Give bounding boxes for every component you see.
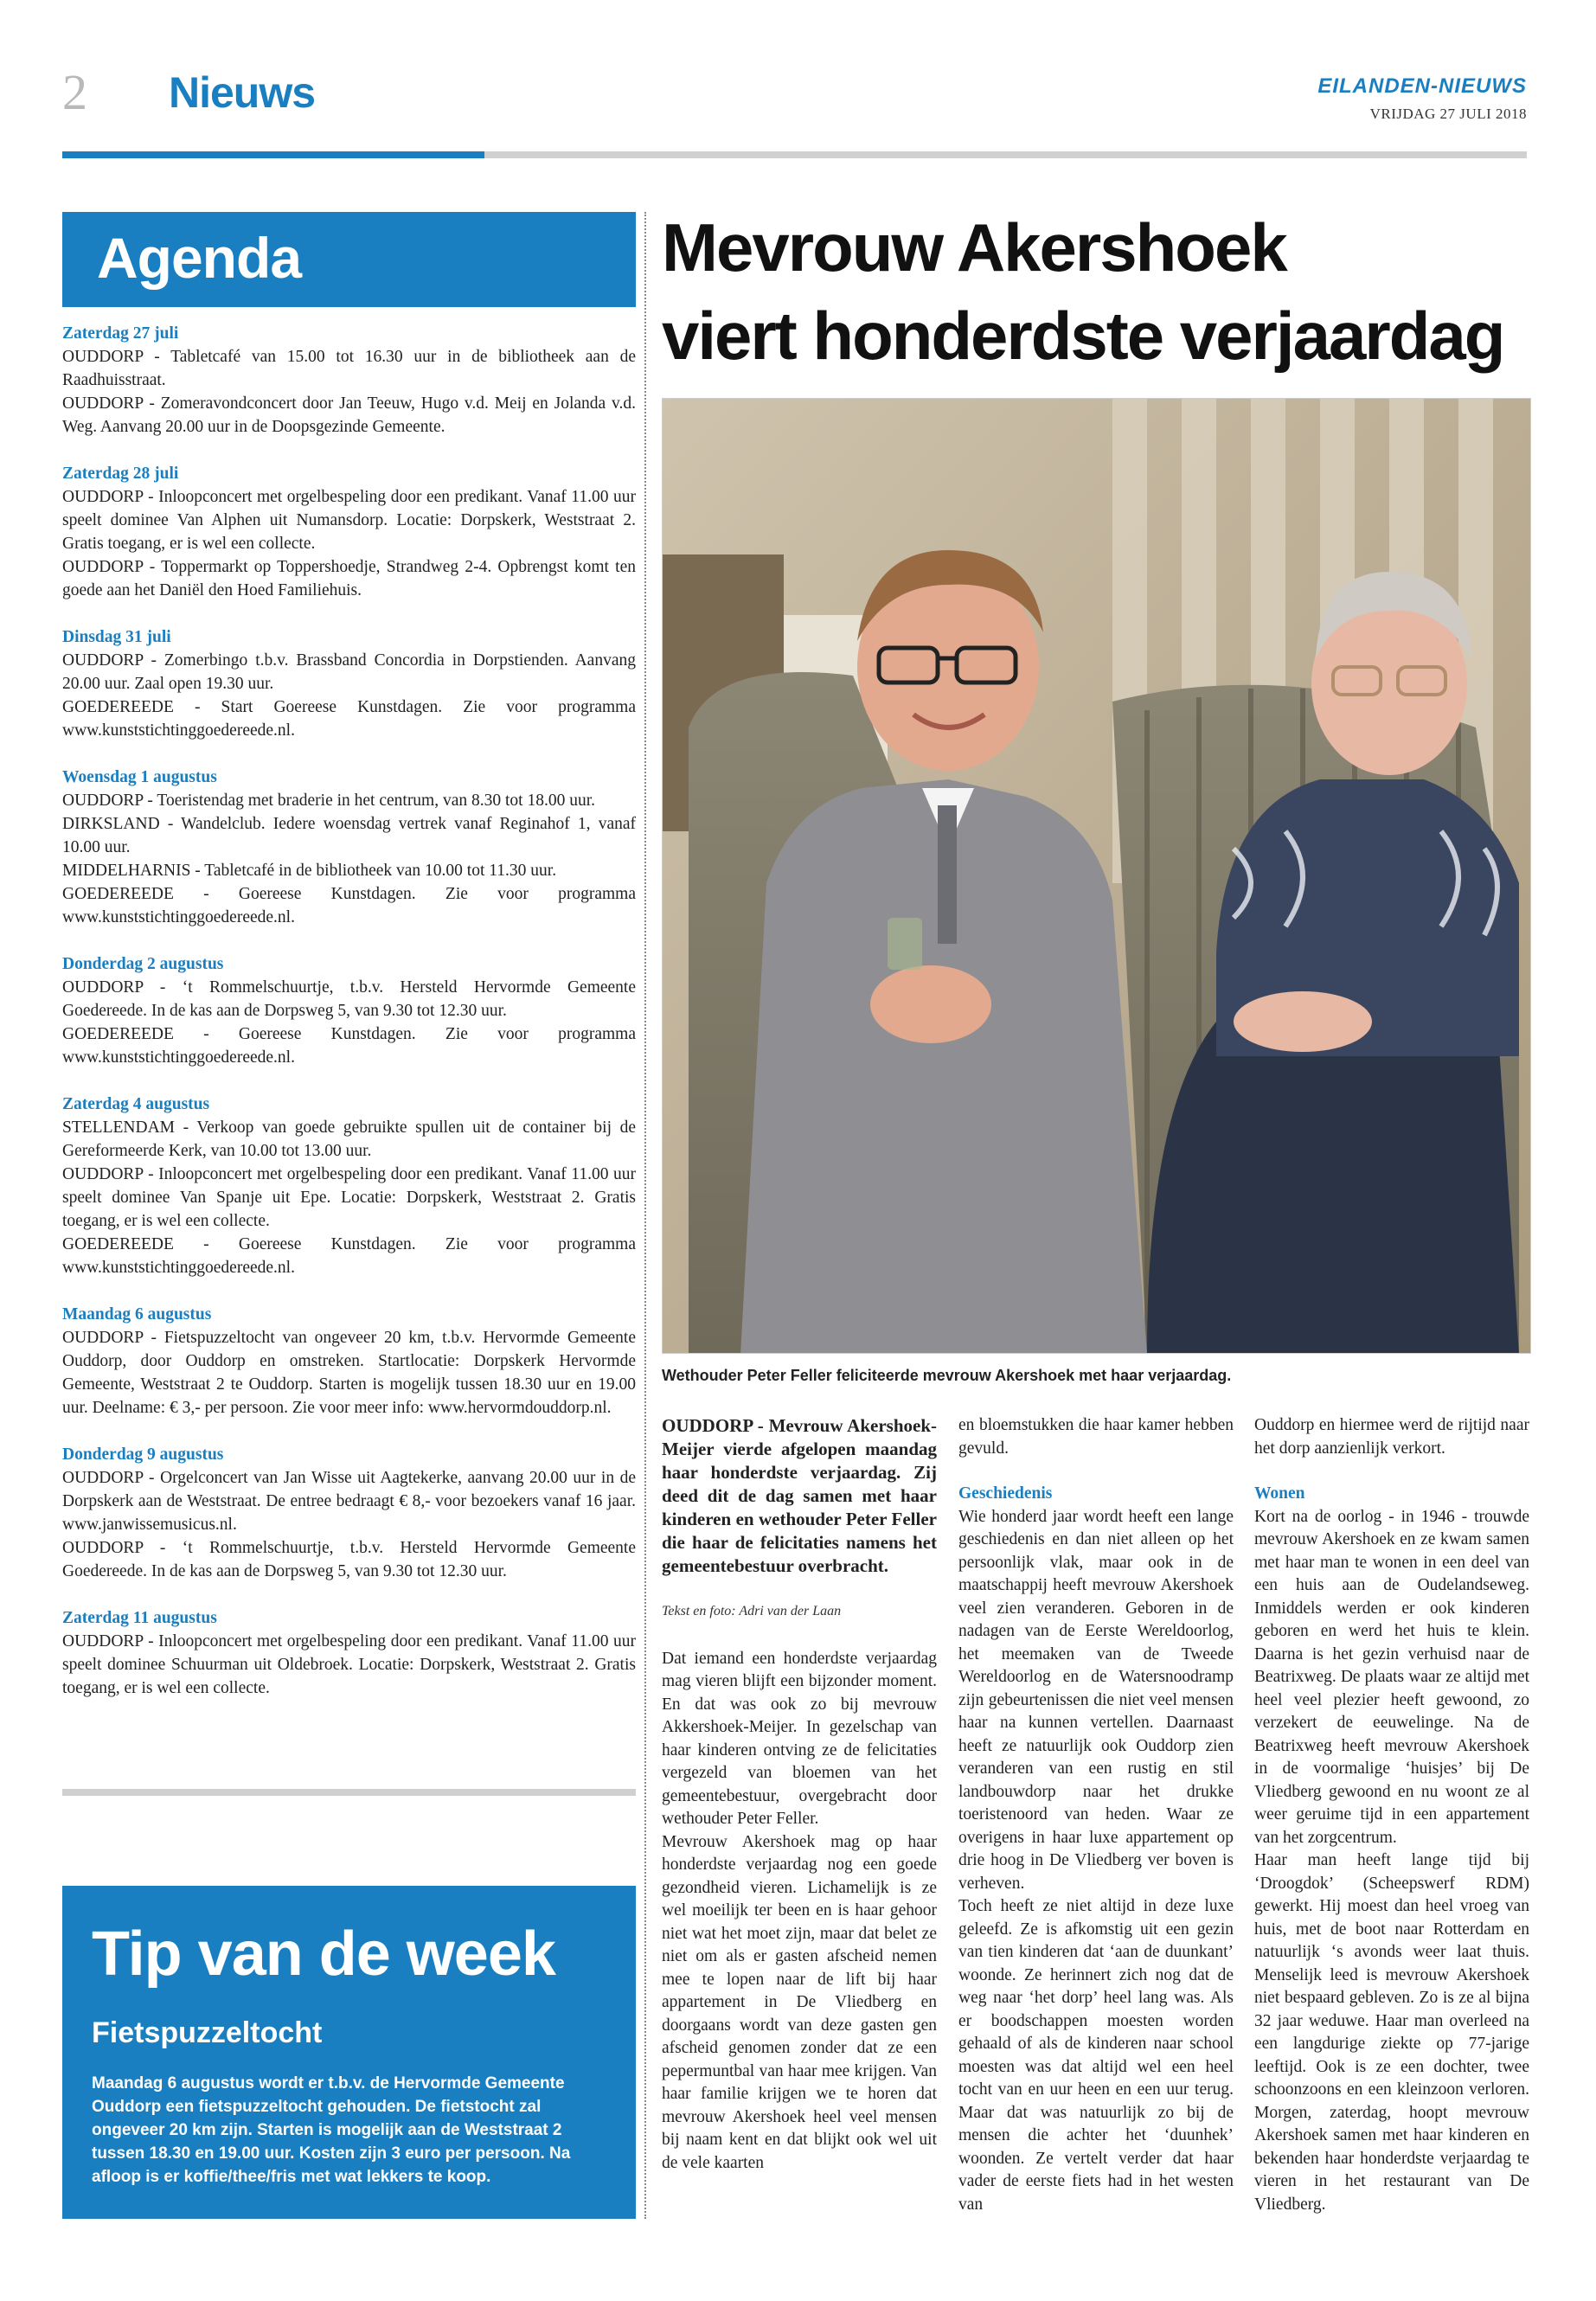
agenda-day	[62, 1443, 636, 1583]
agenda-entry: OUDDORP - Toeristendag met braderie in het centrum, van 8.30 tot 18.00 uur.	[62, 792, 596, 810]
agenda-entry: OUDDORP - Inloopconcert met orgelbespeling door een predikant. Vanaf 11.00 uur speelt dominee Schuurman uit Oldebroek. Locatie: Dorpskerk, Weststraat 2. Gratis toegang, er is wel een collecte.	[62, 1632, 636, 1697]
agenda-day-date: Maandag 6 augustus	[62, 1305, 212, 1324]
headline-line-2: viert honderdste verjaardag	[662, 298, 1504, 374]
article-column-2	[958, 1414, 1234, 2216]
body-paragraph: Kort na de oorlog - in 1946 - trouwde mevrouw Akershoek en ze kwam samen met haar man te wonen in een deel van een huis aan de Oudelandseweg. Inmiddels werden er ook kinderen geboren en werd het huis te klein. Daarna is het gezin verhuisd naar de Beatrixweg. De plaats waar ze altijd met heel veel plezier heeft gewoond, zo verzekert de eeuwelinge. Na de Beatrixweg heeft mevrouw Akershoek in de voormalige ‘huisjes’ bij De Vliedberg gewoond en nu woont ze al weer geruime tijd in een appartement van het zorgcentrum.	[1254, 1507, 1529, 1847]
agenda-entry: OUDDORP - Inloopconcert met orgelbespeling door een predikant. Vanaf 11.00 uur speelt dominee Van Alphen uit Numansdorp. Locatie: Dorpskerk, Weststraat 2. Gratis toegang, er is wel een collecte.	[62, 488, 636, 553]
body-paragraph: Dat iemand een honderdste verjaardag mag vieren blijft een bijzonder moment. En dat was ook zo bij mevrouw Akkershoek-Meijer. In gezelschap van haar kinderen ontving ze de felicitaties vergezeld van bloemen van het gemeentebestuur, overgebracht door wethouder Peter Feller.	[662, 1649, 937, 1828]
subhead-geschiedenis: Geschiedenis	[958, 1484, 1053, 1503]
agenda-entry: OUDDORP - Tabletcafé van 15.00 tot 16.30 uur in de bibliotheek aan de Raadhuisstraat.	[62, 348, 636, 389]
newspaper-logo: EILANDEN-NIEUWS	[1317, 74, 1527, 98]
article-credit: Tekst en foto: Adri van der Laan	[662, 1604, 842, 1618]
subhead-wonen: Wonen	[1254, 1484, 1305, 1503]
photo-caption: Wethouder Peter Feller feliciteerde mevrouw Akershoek met haar verjaardag.	[662, 1367, 1232, 1384]
agenda-day	[62, 1606, 636, 1700]
tip-subtitle: Fietspuzzeltocht	[92, 2016, 323, 2049]
article-column-1	[662, 1414, 937, 2175]
body-paragraph: en bloemstukken die haar kamer hebben gevuld.	[958, 1416, 1234, 1458]
agenda-entry: MIDDELHARNIS - Tabletcafé in de bibliotheek van 10.00 tot 11.30 uur.	[62, 862, 557, 880]
agenda-day	[62, 322, 636, 439]
agenda-day-date: Zaterdag 4 augustus	[62, 1095, 210, 1113]
agenda-day	[62, 1093, 636, 1279]
agenda-entry: OUDDORP - Zomerbingo t.b.v. Brassband Concordia in Dorpstienden. Aanvang 20.00 uur. Zaal open 19.30 uur.	[62, 651, 636, 693]
agenda-day	[62, 1303, 636, 1420]
agenda-day-date: Zaterdag 11 augustus	[62, 1609, 217, 1627]
agenda-day	[62, 625, 636, 742]
agenda-entry: OUDDORP - ‘t Rommelschuurtje, t.b.v. Hersteld Hervormde Gemeente Goedereede. In de kas aan de Dorpsweg 5, van 9.30 tot 12.30 uur.	[62, 1539, 636, 1580]
body-paragraph: Toch heeft ze niet altijd in deze luxe geleefd. Ze is afkomstig uit een gezin van tien kinderen dat ‘aan de duunkant’ woonde. Ze herinnert zich nog dat de weg naar ‘het dorp’ heel lang was. Als er boodschappen moesten worden gehaald of als de kinderen naar school moesten was dat altijd wel een heel tocht van en uur heen en een uur terug. Maar dat was natuurlijk zo bij de mensen die achter het ‘duunhek’ woonden. Ze vertelt verder dat haar vader de eerste fiets had in het westen van	[958, 1897, 1234, 2214]
agenda-day-date: Zaterdag 28 juli	[62, 465, 179, 483]
agenda-entry: GOEDEREEDE - Goereese Kunstdagen. Zie voor programma www.kunststichtinggoedereede.nl.	[62, 885, 636, 926]
agenda-day	[62, 766, 636, 929]
agenda-entry: DIRKSLAND - Wandelclub. Iedere woensdag vertrek vanaf Reginahof 1, vanaf 10.00 uur.	[62, 815, 636, 856]
body-paragraph: Mevrouw Akershoek mag op haar honderdste verjaardag nog een goede gezondheid vieren. Lichamelijk is ze wel moeilijk ter been en is haar gehoor niet wat het moet zijn, maar dat belet ze niet om als er gasten afscheid nemen mee te lopen naar de lift bij haar appartement in De Vliedberg en doorgaans wordt van deze gasten gen afscheid genomen zonder dat ze een pepermuntbal van haar mee krijgen. Van haar familie krijgen we te horen dat mevrouw Akershoek heel veel mensen bij naam kent en dat blijkt ook wel uit de vele kaarten	[662, 1832, 937, 2172]
agenda-day-date: Zaterdag 27 juli	[62, 324, 179, 343]
issue-date: VRIJDAG 27 JULI 2018	[1369, 106, 1527, 122]
header-rule	[484, 151, 1527, 158]
body-paragraph: Haar man heeft lange tijd bij ‘Droogdok’ (Scheepswerf RDM) gewerkt. Hij moest dan heel vroeg van huis, met de boot naar Rotterdam en natuurlijk ‘s avonds weer laat thuis. Menselijk leed is mevrouw Akershoek niet bespaard gebleven. Zo is ze al bijna 32 jaar weduwe. Haar man overleed na een langdurige ziekte op 77-jarige leeftijd. Ook is ze een dochter, twee schoonzoons en een kleinzoon verloren. Morgen, zaterdag, hoopt mevrouw Akershoek samen met haar kinderen en bekenden haar honderdste verjaardag te vieren in het restaurant van De Vliedberg.	[1254, 1851, 1529, 2214]
agenda-entry: OUDDORP - Toppermarkt op Toppershoedje, Strandweg 2-4. Opbrengst komt ten goede aan het Daniël den Hoed Familiehuis.	[62, 558, 636, 599]
agenda-divider	[62, 1789, 636, 1796]
agenda-day	[62, 462, 636, 602]
agenda-day	[62, 952, 636, 1069]
agenda-entry: OUDDORP - Inloopconcert met orgelbespeling door een predikant. Vanaf 11.00 uur speelt dominee Van Spanje uit Epe. Locatie: Dorpskerk, Weststraat 2. Gratis toegang, er is wel een collecte.	[62, 1165, 636, 1230]
masthead	[1317, 74, 1527, 123]
tip-box	[62, 1886, 636, 2219]
agenda-entry: GOEDEREEDE - Goereese Kunstdagen. Zie voor programma www.kunststichtinggoedereede.nl.	[62, 1235, 636, 1277]
body-paragraph: Wie honderd jaar wordt heeft een lange geschiedenis en dan niet alleen op het persoonlijk vlak, maar ook in de maatschappij heeft mevrouw Akershoek veel zien veranderen. Geboren in de nadagen van de Eerste Wereldoorlog, het meemaken van de Tweede Wereldoorlog en de Watersnoodramp zijn gebeurtenissen die niet veel mensen haar na kunnen vertellen. Daarnaast heeft ze natuurlijk ook Ouddorp zien veranderen van een rustig en stil landbouwdorp naar het drukke toeristenoord van heden. Waar ze overigens in haar luxe appartement op drie hoog in De Vliedberg ver boven is verheven.	[958, 1507, 1234, 1893]
column-divider	[644, 212, 646, 2219]
agenda-day-date: Donderdag 9 augustus	[62, 1445, 224, 1464]
agenda-entry: OUDDORP - Orgelconcert van Jan Wisse uit Aagtekerke, aanvang 20.00 uur in de Dorpskerk aan de Weststraat. De entree bedraagt € 8,- voor bezoekers vanaf 16 jaar. www.janwissemusicus.nl.	[62, 1469, 636, 1534]
tip-body: Maandag 6 augustus wordt er t.b.v. de Hervormde Gemeente Ouddorp een fietspuzzeltocht gehouden. De fietstocht zal ongeveer 20 km zijn. Starten is mogelijk aan de Weststraat 2 tussen 18.30 en 19.00 uur. Kosten zijn 3 euro per persoon. Na afloop is er koffie/thee/fris met wat lekkers te koop.	[92, 2074, 571, 2186]
article-photo	[662, 398, 1531, 1354]
agenda-list	[62, 322, 636, 1723]
body-paragraph: Ouddorp en hiermee werd de rijtijd naar het dorp aanzienlijk verkort.	[1254, 1416, 1529, 1458]
article-column-3	[1254, 1414, 1529, 2216]
section-title: Nieuws	[169, 68, 316, 117]
agenda-title: Agenda	[97, 226, 302, 290]
agenda-day-date: Dinsdag 31 juli	[62, 628, 171, 646]
agenda-day-date: Donderdag 2 augustus	[62, 955, 224, 973]
tip-title: Tip van de week	[92, 1920, 555, 1989]
page-number: 2	[62, 64, 87, 120]
agenda-entry: OUDDORP - Fietspuzzeltocht van ongeveer 20 km, t.b.v. Hervormde Gemeente Ouddorp, door Ouddorp en omstreken. Startlocatie: Dorpskerk Hervormde Gemeente, Weststraat 2 te Ouddorp. Starten is mogelijk tussen 18.30 uur en 19.00 uur. Deelname: € 3,- per persoon. Zie voor meer info: www.hervormdouddorp.nl.	[62, 1329, 636, 1417]
agenda-entry: STELLENDAM - Verkoop van goede gebruikte spullen uit de container bij de Gereformeerde Kerk, van 10.00 tot 13.00 uur.	[62, 1118, 636, 1160]
headline-line-1: Mevrouw Akershoek	[662, 209, 1286, 285]
header-rule-accent	[62, 151, 486, 158]
article-lead: OUDDORP - Mevrouw Akershoek-Meijer vierde afgelopen maandag haar honderdste verjaardag. Zij deed dit de dag samen met haar kinderen en wethouder Peter Feller die haar de felicitaties namens het gemeentebestuur overbracht.	[662, 1415, 937, 1576]
agenda-entry: OUDDORP - Zomeravondconcert door Jan Teeuw, Hugo v.d. Meij en Jolanda v.d. Weg. Aanvang 20.00 uur in de Doopsgezinde Gemeente.	[62, 394, 636, 436]
agenda-entry: OUDDORP - ‘t Rommelschuurtje, t.b.v. Hersteld Hervormde Gemeente Goedereede. In de kas aan de Dorpsweg 5, van 9.30 tot 12.30 uur.	[62, 978, 636, 1020]
article-headline	[662, 203, 1535, 380]
agenda-day-date: Woensdag 1 augustus	[62, 768, 217, 786]
agenda-entry: GOEDEREEDE - Goereese Kunstdagen. Zie voor programma www.kunststichtinggoedereede.nl.	[62, 1025, 636, 1067]
agenda-entry: GOEDEREEDE - Start Goereese Kunstdagen. Zie voor programma www.kunststichtinggoedereede.nl.	[62, 698, 636, 740]
agenda-header	[62, 212, 636, 307]
